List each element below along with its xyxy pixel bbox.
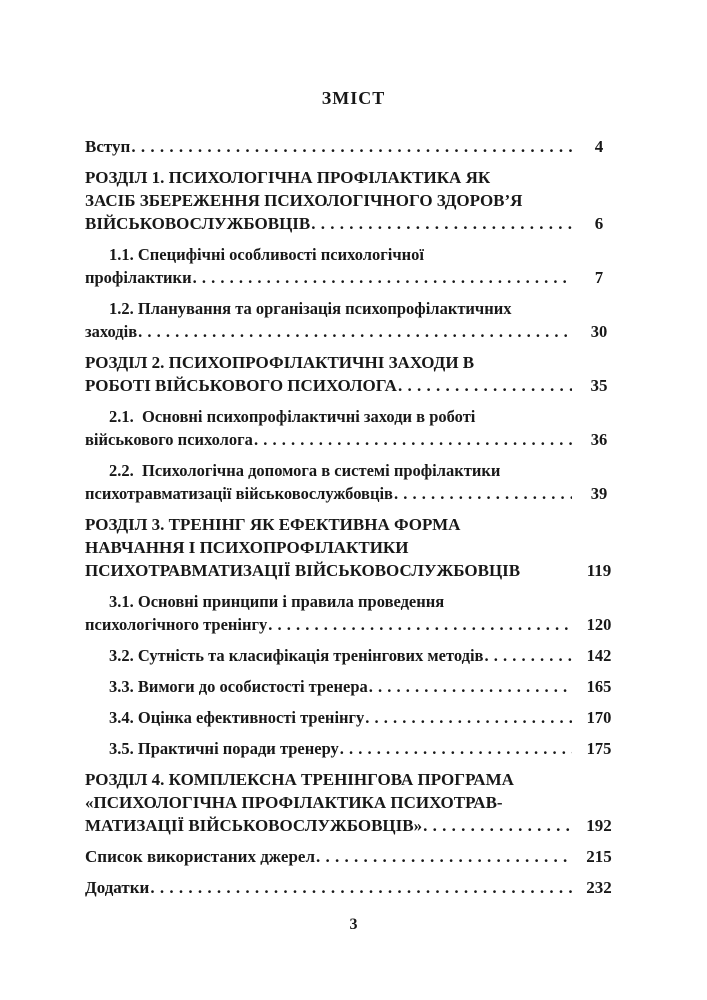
toc-entry-page: 170 — [586, 708, 612, 727]
toc-entry-section-3-2 — [85, 644, 622, 667]
toc-entry-page: 39 — [590, 484, 608, 503]
toc-entry-row — [85, 320, 622, 343]
toc-entry-text: РОБОТІ ВІЙСЬКОВОГО ПСИХОЛОГА — [85, 376, 397, 395]
toc-entry-section-3-1 — [85, 590, 622, 636]
toc-entry-section-3-4 — [85, 706, 622, 729]
toc-entry-row — [85, 135, 622, 158]
toc-entry-text: Вступ — [85, 137, 131, 156]
dot-leader — [423, 814, 572, 837]
toc-entry-chapter-4 — [85, 768, 622, 837]
toc-entry-text: 1.2. Планування та організація психопрофілактичних — [109, 299, 512, 318]
toc-entry-text: військового психолога — [85, 430, 253, 449]
toc-entry-text: ЗАСІБ ЗБЕРЕЖЕННЯ ПСИХОЛОГІЧНОГО ЗДОРОВ’Я — [85, 191, 523, 210]
toc-entry-text: 3.5. Практичні поради тренеру — [109, 739, 339, 758]
toc-entry-section-1-2 — [85, 297, 622, 343]
toc-entry-text: МАТИЗАЦІЇ ВІЙСЬКОВОСЛУЖБОВЦІВ» — [85, 816, 423, 835]
toc-entry-bibliography — [85, 845, 622, 868]
toc-entry-page: 7 — [594, 268, 604, 287]
toc-entry-section-2-2 — [85, 459, 622, 505]
toc-entry-text: НАВЧАННЯ І ПСИХОПРОФІЛАКТИКИ — [85, 538, 409, 557]
toc-entry-chapter-1 — [85, 166, 622, 235]
toc-entry-page: 36 — [590, 430, 608, 449]
dot-leader — [138, 320, 572, 343]
toc-entry-text: ПСИХОТРАВМАТИЗАЦІЇ ВІЙСЬКОВОСЛУЖБОВЦІВ — [85, 561, 521, 580]
toc-entry-page: 192 — [586, 816, 612, 835]
toc-entry-text: РОЗДІЛ 1. ПСИХОЛОГІЧНА ПРОФІЛАКТИКА ЯК — [85, 168, 491, 187]
toc-entry-row — [85, 212, 622, 235]
dot-leader — [311, 212, 572, 235]
toc-entry-section-3-3 — [85, 675, 622, 698]
toc-entry-text: 3.3. Вимоги до особистості тренера — [109, 677, 368, 696]
toc-entry-text: психотравматизації військовослужбовців — [85, 484, 393, 503]
dot-leader — [365, 706, 572, 729]
toc-entry-text: 3.1. Основні принципи і правила проведення — [109, 592, 445, 611]
toc-entry-row — [85, 613, 622, 636]
toc-entry-text: 1.1. Специфічні особливості психологічної — [109, 245, 424, 264]
toc-entry-row — [85, 644, 622, 667]
dot-leader — [316, 845, 572, 868]
dot-leader — [150, 876, 572, 899]
toc-entry-text: 2.1. Основні психопрофілактичні заходи в роботі — [109, 407, 476, 426]
toc-entry-row — [85, 559, 622, 582]
toc-entry-row — [85, 482, 622, 505]
dot-leader — [193, 266, 572, 289]
toc-entry-page: 175 — [586, 739, 612, 758]
toc-entry-page: 215 — [586, 847, 612, 866]
toc-entry-section-3-5 — [85, 737, 622, 760]
page-number: 3 — [349, 916, 358, 933]
toc-entry-text: РОЗДІЛ 4. КОМПЛЕКСНА ТРЕНІНГОВА ПРОГРАМА — [85, 770, 514, 789]
toc-entry-text: 3.4. Оцінка ефективності тренінгу — [109, 708, 365, 727]
toc-entry-row — [85, 845, 622, 868]
toc-entry-text: Список використаних джерел — [85, 847, 315, 866]
toc-entry-text: РОЗДІЛ 3. ТРЕНІНГ ЯК ЕФЕКТИВНА ФОРМА — [85, 515, 461, 534]
toc-entry-text: профілактики — [85, 268, 192, 287]
toc-entry-row — [85, 428, 622, 451]
toc-entry-page: 35 — [590, 376, 608, 395]
toc-entry-row — [85, 266, 622, 289]
toc-entry-text: 3.2. Сутність та класифікація тренінгових методів — [109, 646, 484, 665]
toc-entry-section-2-1 — [85, 405, 622, 451]
toc-entry-row — [85, 374, 622, 397]
toc-entry-chapter-3 — [85, 513, 622, 582]
toc-entry-text: РОЗДІЛ 2. ПСИХОПРОФІЛАКТИЧНІ ЗАХОДИ В — [85, 353, 475, 372]
toc-entry-text: 2.2. Психологічна допомога в системі профілактики — [109, 461, 501, 480]
toc-entry-text: Додатки — [85, 878, 150, 897]
toc-entry-row — [85, 706, 622, 729]
dot-leader — [268, 613, 572, 636]
toc-entry-row — [85, 876, 622, 899]
toc-entry-row — [85, 675, 622, 698]
dot-leader — [398, 374, 572, 397]
toc-entry-page: 120 — [586, 615, 612, 634]
toc-entry-chapter-2 — [85, 351, 622, 397]
page-title: ЗМІСТ — [321, 88, 386, 108]
toc-entry-appendices — [85, 876, 622, 899]
dot-leader — [394, 482, 572, 505]
dot-leader — [369, 675, 572, 698]
toc-entry-intro — [85, 135, 622, 158]
toc-entry-section-1-1 — [85, 243, 622, 289]
toc-entry-text: психологічного тренінгу — [85, 615, 268, 634]
dot-leader — [254, 428, 572, 451]
toc-entry-text: «ПСИХОЛОГІЧНА ПРОФІЛАКТИКА ПСИХОТРАВ- — [85, 793, 503, 812]
toc-entry-page: 4 — [594, 137, 604, 156]
toc-list — [85, 135, 622, 899]
toc-entry-page: 30 — [590, 322, 608, 341]
toc-entry-row — [85, 814, 622, 837]
toc-entry-text: заходів — [85, 322, 138, 341]
toc-entry-page: 142 — [586, 646, 612, 665]
toc-entry-text: ВІЙСЬКОВОСЛУЖБОВЦІВ — [85, 214, 311, 233]
toc-entry-page: 165 — [586, 677, 612, 696]
toc-entry-page: 6 — [594, 214, 604, 233]
toc-entry-page: 232 — [586, 878, 612, 897]
dot-leader — [484, 644, 572, 667]
toc-entry-page: 119 — [586, 561, 612, 580]
dot-leader — [131, 135, 572, 158]
toc-entry-row — [85, 737, 622, 760]
dot-leader — [340, 737, 572, 760]
